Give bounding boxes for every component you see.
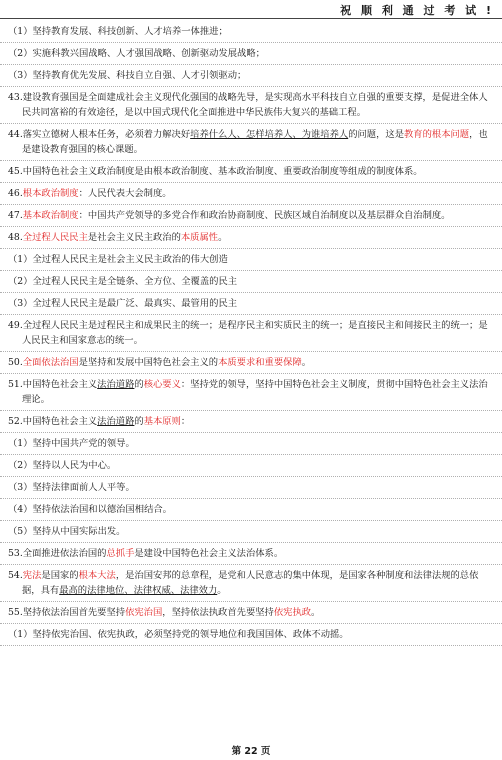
underlined-text: 法治道路 xyxy=(97,416,135,427)
text-segment: （1）坚持依宪治国、依宪执政，必须坚持党的领导地位和我国国体、政体不动摇。 xyxy=(8,629,349,640)
text-segment: 45.中国特色社会主义政治制度是由根本政治制度、基本政治制度、重要政治制度等组成的制度体系。 xyxy=(8,166,423,177)
numbered-item xyxy=(0,543,502,565)
page-header xyxy=(0,0,502,19)
text-segment: 的 xyxy=(134,379,144,390)
numbered-item xyxy=(0,411,502,433)
sub-point xyxy=(0,624,502,646)
text-segment: ：中国共产党领导的多党合作和政治协商制度、民族区域自治制度以及基层群众自治制度。 xyxy=(78,210,451,221)
text-segment: ，是治国安邦的总章程，是党和人民意志的集中体现，是国家各种制度和法律法规的总依据，具有 xyxy=(22,570,479,596)
text-segment: 。 xyxy=(311,607,321,618)
sub-point xyxy=(0,499,502,521)
text-segment: （5）坚持从中国实际出发。 xyxy=(8,526,126,537)
text-segment: （1）坚持中国共产党的领导。 xyxy=(8,438,135,449)
text-segment: （2）全过程人民民主是全链条、全方位、全覆盖的民主 xyxy=(8,276,238,287)
numbered-item xyxy=(0,227,502,249)
numbered-item xyxy=(0,602,502,624)
sub-point xyxy=(0,65,502,87)
text-segment: （1）全过程人民民主是社会主义民主政治的伟大创造 xyxy=(8,254,228,265)
highlight-text: 全面依法治国 xyxy=(22,357,79,368)
text-segment: （3）全过程人民民主是最广泛、最真实、最管用的民主 xyxy=(8,298,238,309)
highlight-text: 核心要义 xyxy=(143,379,181,390)
numbered-item xyxy=(0,205,502,227)
numbered-item xyxy=(0,87,502,124)
text-segment: （2）坚持以人民为中心。 xyxy=(8,460,117,471)
numbered-item xyxy=(0,183,502,205)
text-segment: 53.全面推进依法治国的 xyxy=(8,548,107,559)
sub-point xyxy=(0,433,502,455)
text-segment: 的问题，这是 xyxy=(348,129,404,140)
numbered-item xyxy=(0,124,502,161)
sub-point xyxy=(0,477,502,499)
sub-point xyxy=(0,249,502,271)
text-segment: 44.落实立德树人根本任务，必须着力解决好 xyxy=(8,129,191,140)
text-segment: 46. xyxy=(8,188,23,199)
numbered-item xyxy=(0,161,502,183)
text-segment: 。 xyxy=(217,585,227,596)
text-segment: 是建设中国特色社会主义法治体系。 xyxy=(134,548,284,559)
text-segment: （2）实施科教兴国战略、人才强国战略、创新驱动发展战略； xyxy=(8,48,265,59)
text-segment: 47. xyxy=(8,210,23,221)
sub-point xyxy=(0,455,502,477)
numbered-item xyxy=(0,352,502,374)
text-segment: 48. xyxy=(8,232,23,243)
sub-point xyxy=(0,43,502,65)
highlight-text: 依宪执政 xyxy=(273,607,312,618)
highlight-text: 基本原则 xyxy=(143,416,181,427)
text-segment: 是社会主义民主政治的 xyxy=(87,232,181,243)
sub-point xyxy=(0,271,502,293)
highlight-text: 宪法 xyxy=(22,570,42,581)
highlight-text: 总抓手 xyxy=(106,548,135,559)
highlight-text: 本质要求和重要保障 xyxy=(218,357,302,368)
page-number: 第 22 页 xyxy=(231,746,271,757)
numbered-item xyxy=(0,565,502,602)
text-segment: ： xyxy=(180,416,191,427)
header-slogan: 祝 顺 利 通 过 考 试 ! xyxy=(340,4,494,17)
text-segment: 是国家的 xyxy=(41,570,79,581)
text-segment: ，坚持依法执政首先要坚持 xyxy=(162,607,274,618)
numbered-item xyxy=(0,315,502,352)
highlight-text: 依宪治国 xyxy=(125,607,163,618)
underlined-text: 法治道路 xyxy=(97,379,135,390)
text-segment: 。 xyxy=(301,357,312,368)
highlight-text: 教育的根本问题 xyxy=(404,129,470,140)
highlight-text: 基本政治制度 xyxy=(22,210,79,221)
text-segment: ：坚持党的领导，坚持中国特色社会主义制度，贯彻中国特色社会主义法治理论。 xyxy=(22,379,488,405)
text-segment: 。 xyxy=(218,232,228,243)
underlined-text: 培养什么人、怎样培养人、为谁培养人 xyxy=(190,129,349,140)
text-segment: 49.全过程人民民主是过程民主和成果民主的统一；是程序民主和实质民主的统一；是直接民主和间接民主的统一；是人民民主和国家意志的统一。 xyxy=(8,320,488,346)
text-segment: （1）坚持教育发展、科技创新、人才培养一体推进； xyxy=(8,26,228,37)
text-segment: 43.建设教育强国是全面建成社会主义现代化强国的战略先导，是实现高水平科技自立自强的重要支撑，是促进全体人民共同富裕的有效途径，是以中国式现代化全面推进中华民族伟大复兴的基础工程。 xyxy=(8,92,488,118)
underlined-text: 最高的法律地位、法律权威、法律效力 xyxy=(59,585,218,596)
text-segment: 52.中国特色社会主义 xyxy=(8,416,98,427)
numbered-item xyxy=(0,374,502,411)
text-segment: 是坚持和发展中国特色社会主义的 xyxy=(78,357,219,368)
sub-point xyxy=(0,293,502,315)
text-segment: 55.坚持依法治国首先要坚持 xyxy=(8,607,126,618)
text-segment: （3）坚持法律面前人人平等。 xyxy=(8,482,135,493)
text-segment: ：人民代表大会制度。 xyxy=(78,188,172,199)
text-segment: 的 xyxy=(134,416,144,427)
text-segment: 50. xyxy=(8,357,23,368)
highlight-text: 全过程人民民主 xyxy=(22,232,88,243)
highlight-text: 根本大法 xyxy=(78,570,116,581)
sub-point xyxy=(0,21,502,43)
document-body xyxy=(0,21,502,646)
text-segment: 54. xyxy=(8,570,23,581)
text-segment: ，也是建设教育强国的核心课题。 xyxy=(22,129,488,155)
highlight-text: 本质属性 xyxy=(180,232,219,243)
highlight-text: 根本政治制度 xyxy=(22,188,79,199)
text-segment: （4）坚持依法治国和以德治国相结合。 xyxy=(8,504,172,515)
text-segment: （3）坚持教育优先发展、科技自立自强、人才引领驱动； xyxy=(8,70,247,81)
text-segment: 51.中国特色社会主义 xyxy=(8,379,98,390)
sub-point xyxy=(0,521,502,543)
